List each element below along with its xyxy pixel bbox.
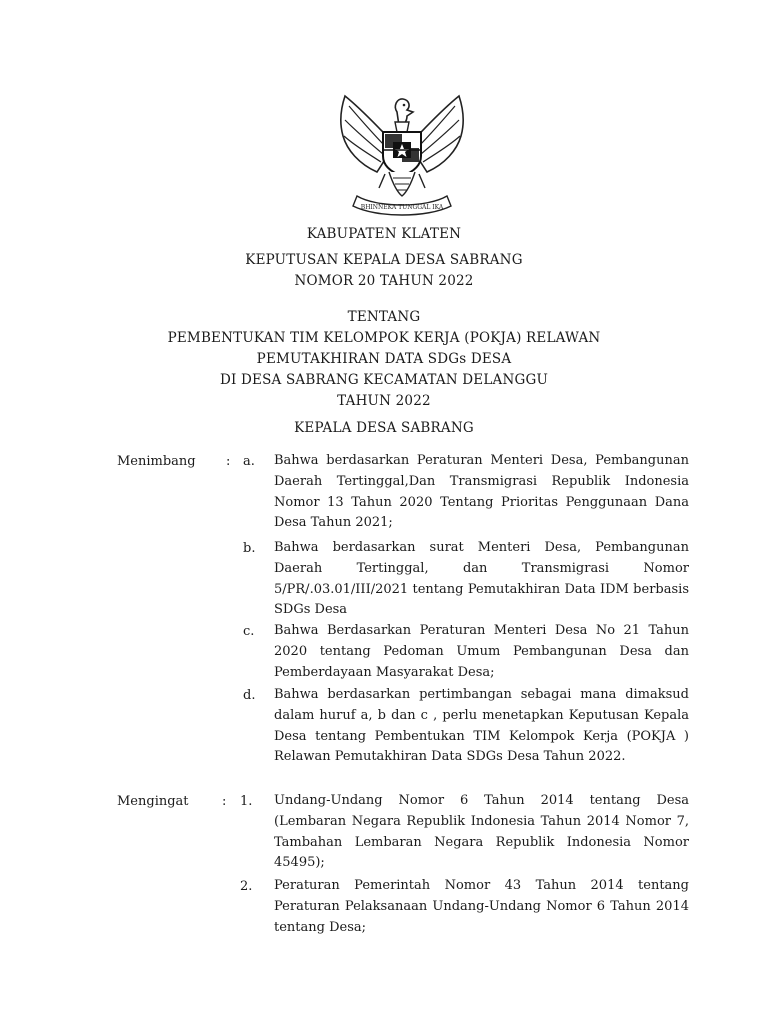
item-marker: d. [243, 688, 256, 703]
subject-line-5: TAHUN 2022 [337, 393, 431, 409]
item-text: Bahwa berdasarkan surat Menteri Desa, Pembangunan Daerah Tertinggal, dan Transmigrasi Nomor 5/PR/.03.01/III/2021 tentang Pemutakhiran Data IDM berbasis SDGs Desa [274, 540, 689, 618]
subject-line-4: DI DESA SABRANG KECAMATAN DELANGGU [219, 372, 549, 388]
item-marker: 2. [240, 879, 253, 894]
subject-line-3: PEMUTAKHIRAN DATA SDGs DESA [256, 351, 512, 367]
subject-line-2: PEMBENTUKAN TIM KELOMPOK KERJA (POKJA) RELAWAN [167, 330, 601, 346]
subject-line-1: TENTANG [347, 309, 421, 325]
decree-title-line: KEPUTUSAN KEPALA DESA SABRANG [245, 252, 523, 268]
decree-title [0, 250, 768, 292]
garuda-pancasila-emblem-icon [327, 92, 477, 220]
item-text: Bahwa Berdasarkan Peraturan Menteri Desa No 21 Tahun 2020 tentang Pedoman Umum Pembangunan Desa dan Pemberdayaan Masyarakat Desa; [274, 623, 689, 680]
decree-number-line: NOMOR 20 TAHUN 2022 [294, 273, 474, 289]
item-text: Bahwa berdasarkan pertimbangan sebagai mana dimaksud dalam huruf a, b dan c , perlu menetapkan Keputusan Kepala Desa tentang Pembentukan TIM Kelompok Kerja (POKJA ) Relawan Pemutakhiran Data SDGs Desa Tahun 2022. [274, 687, 689, 765]
item-text: Bahwa berdasarkan Peraturan Menteri Desa, Pembangunan Daerah Tertinggal,Dan Transmigrasi Republik Indonesia Nomor 13 Tahun 2020 Tentang Prioritas Penggunaan Dana Desa Tahun 2021; [274, 453, 689, 531]
item-marker: 1. [240, 794, 253, 809]
menimbang-colon: : [226, 454, 231, 469]
issuer-title: KEPALA DESA SABRANG [294, 420, 474, 436]
item-text: Peraturan Pemerintah Nomor 43 Tahun 2014 tentang Peraturan Pelaksanaan Undang-Undang Nomor 6 Tahun 2014 tentang Desa; [274, 878, 689, 935]
emblem-motto: BHINNEKA TUNGGAL IKA [360, 204, 444, 211]
mengingat-label: Mengingat [117, 794, 189, 809]
regency-title: KABUPATEN KLATEN [306, 226, 462, 242]
item-marker: c. [243, 624, 255, 639]
item-text: Undang-Undang Nomor 6 Tahun 2014 tentang Desa (Lembaran Negara Republik Indonesia Tahun 2014 Nomor 7, Tambahan Lembaran Negara Republik Indonesia Nomor 45495); [274, 793, 689, 871]
decree-subject [0, 307, 768, 412]
item-marker: b. [243, 541, 256, 556]
menimbang-label: Menimbang [117, 454, 196, 469]
mengingat-colon: : [222, 794, 227, 809]
item-marker: a. [243, 454, 255, 469]
